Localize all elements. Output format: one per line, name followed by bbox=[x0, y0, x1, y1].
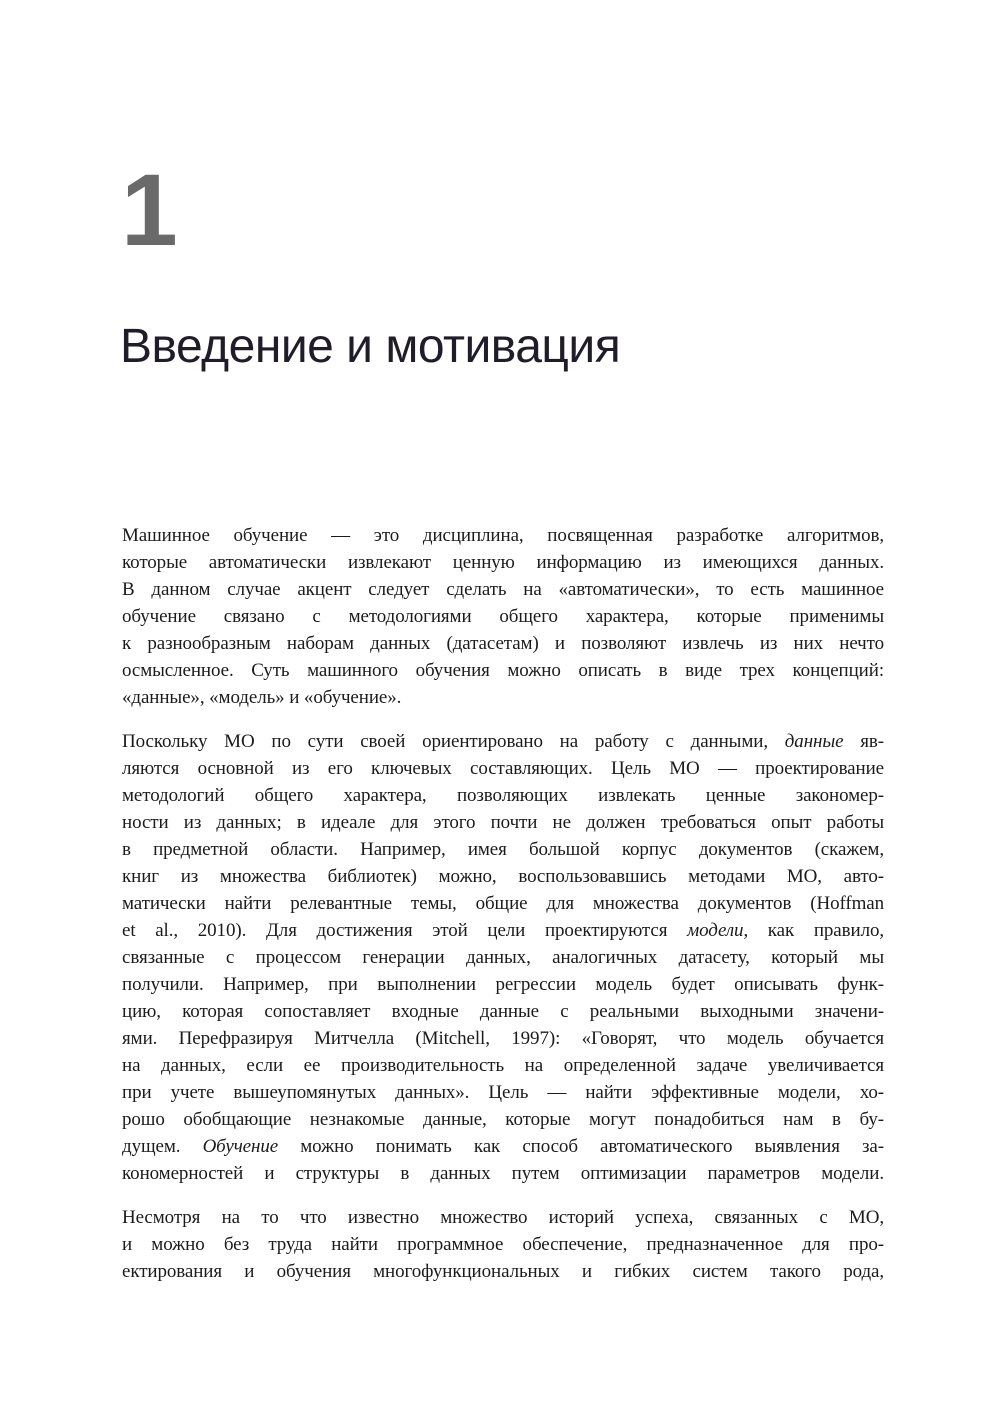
text-line: Несмотря на то что известно множество историй успеха, связанных с МО, bbox=[122, 1207, 884, 1228]
text-line: книг из множества библиотек) можно, воспользовавшись методами МО, авто- bbox=[122, 866, 884, 887]
text-block bbox=[122, 522, 884, 1285]
chapter-title: Введение и мотивация bbox=[120, 320, 621, 374]
text-line: ями. Перефразируя Митчелла (Mitchell, 1997): «Говорят, что модель обучается bbox=[122, 1028, 884, 1049]
text-line: ляются основной из его ключевых составляющих. Цель МО — проектирование bbox=[122, 758, 884, 779]
text-line: и можно без труда найти программное обеспечение, предназначенное для про- bbox=[122, 1234, 884, 1255]
text-line: получили. Например, при выполнении регрессии модель будет описывать функ- bbox=[122, 974, 884, 995]
text-line: которые автоматически извлекают ценную информацию из имеющихся данных. bbox=[122, 552, 884, 573]
text-line: обучение связано с методологиями общего характера, которые применимы bbox=[122, 606, 884, 627]
text-line: осмысленное. Суть машинного обучения можно описать в виде трех концепций: bbox=[122, 660, 884, 681]
text-line: к разнообразным наборам данных (датасетам) и позволяют извлечь из них нечто bbox=[122, 633, 884, 654]
text-line: рошо обобщающие незнакомые данные, которые могут понадобиться нам в бу- bbox=[122, 1109, 884, 1130]
text-line: матически найти релевантные темы, общие для множества документов (Hoffman bbox=[122, 893, 884, 914]
chapter-number: 1 bbox=[121, 153, 178, 267]
text-line: методологий общего характера, позволяющих извлекать ценные закономер- bbox=[122, 785, 884, 806]
text-line: на данных, если ее производительность на определенной задаче увеличивается bbox=[122, 1055, 884, 1076]
text-line: связанные с процессом генерации данных, аналогичных датасету, который мы bbox=[122, 947, 884, 968]
text-line: в предметной области. Например, имея большой корпус документов (скажем, bbox=[122, 839, 884, 860]
text-line: дущем. Обучение можно понимать как способ автоматического выявления за- bbox=[122, 1136, 884, 1157]
text-line: Поскольку МО по сути своей ориентировано на работу с данными, данные яв- bbox=[122, 731, 884, 752]
text-line: et al., 2010). Для достижения этой цели проектируются модели, как правило, bbox=[122, 920, 884, 941]
text-line: ности из данных; в идеале для этого почти не должен требоваться опыт работы bbox=[122, 812, 884, 833]
paragraph bbox=[122, 522, 884, 711]
text-line: В данном случае акцент следует сделать на «автоматически», то есть машинное bbox=[122, 579, 884, 600]
paragraph bbox=[122, 728, 884, 1187]
text-line: при учете вышеупомянутых данных». Цель — найти эффективные модели, хо- bbox=[122, 1082, 884, 1103]
text-line: «данные», «модель» и «обучение». bbox=[122, 687, 402, 708]
text-line: Машинное обучение — это дисциплина, посвященная разработке алгоритмов, bbox=[122, 525, 884, 546]
paragraph bbox=[122, 1204, 884, 1285]
text-line: цию, которая сопоставляет входные данные с реальными выходными значени- bbox=[122, 1001, 884, 1022]
text-line: кономерностей и структуры в данных путем оптимизации параметров модели. bbox=[122, 1163, 884, 1184]
text-line: ектирования и обучения многофункциональных и гибких систем такого рода, bbox=[122, 1261, 884, 1282]
